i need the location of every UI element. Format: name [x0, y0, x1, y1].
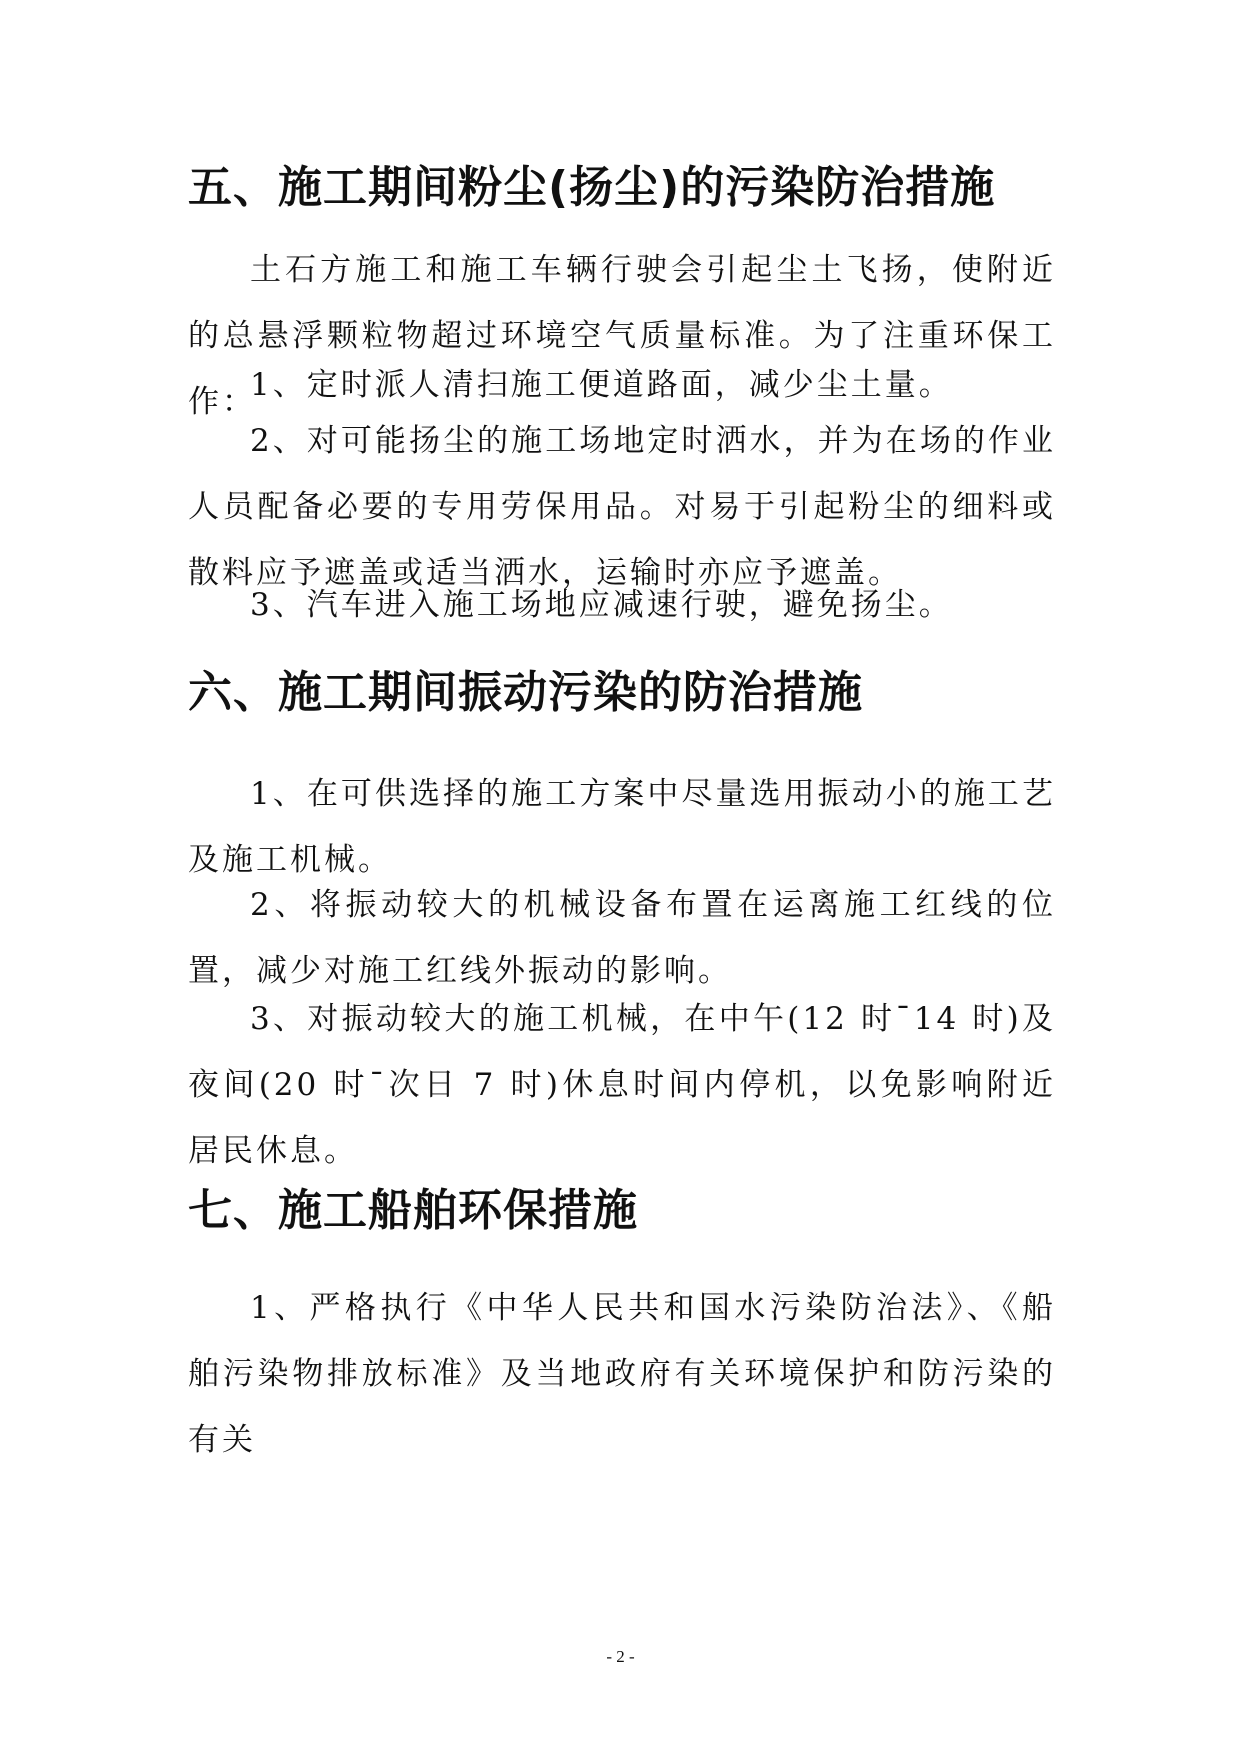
section-6-item-3: 3、对振动较大的施工机械，在中午(12 时¯14 时)及夜间(20 时¯次日 7 时)休息时间内停机，以免影响附近居民休息。: [188, 1001, 1056, 1169]
section-5-intro-paragraph: 土石方施工和施工车辆行驶会引起尘土飞扬，使附近的总悬浮颗粒物超过环境空气质量标准。为了注重环保工作：: [188, 252, 1056, 420]
section-7-item-1: 1、严格执行《中华人民共和国水污染防治法》、《船舶污染物排放标准》及当地政府有关环境保护和防污染的有关: [188, 1290, 1056, 1458]
section-5-item-3: 3、汽车进入施工场地应减速行驶，避免扬尘。: [250, 587, 953, 623]
section-heading-5: 五、施工期间粉尘(扬尘)的污染防治措施: [188, 162, 996, 213]
section-6-item-2: 2、将振动较大的机械设备布置在运离施工红线的位置，减少对施工红线外振动的影响。: [188, 887, 1056, 989]
page-number: - 2 -: [606, 1647, 635, 1666]
section-heading-6: 六、施工期间振动污染的防治措施: [188, 667, 863, 718]
section-6-item-1: 1、在可供选择的施工方案中尽量选用振动小的施工艺及施工机械。: [188, 776, 1056, 878]
section-heading-7: 七、施工船舶环保措施: [188, 1185, 638, 1236]
section-5-item-1: 1、定时派人清扫施工便道路面，减少尘土量。: [250, 367, 953, 403]
section-5-item-2: 2、对可能扬尘的施工场地定时洒水，并为在场的作业人员配备必要的专用劳保用品。对易于引起粉尘的细料或散料应予遮盖或适当洒水，运输时亦应予遮盖。: [188, 423, 1056, 591]
